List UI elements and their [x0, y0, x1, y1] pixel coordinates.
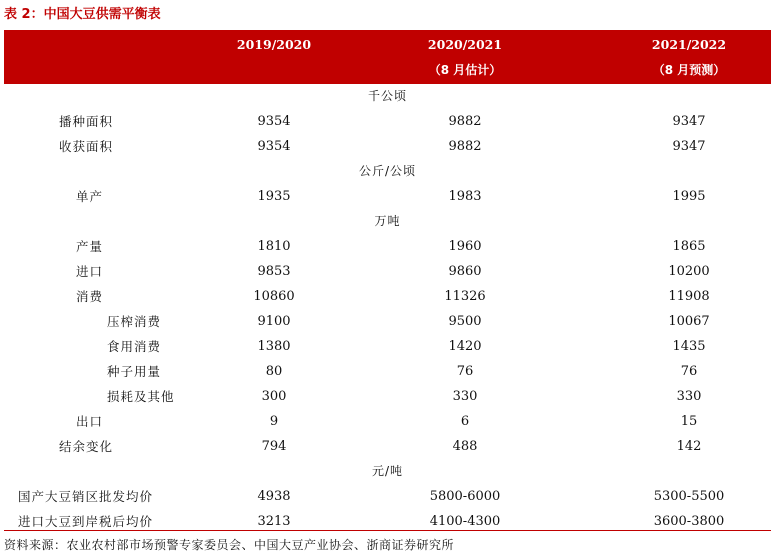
table-row	[4, 309, 771, 334]
value-cell: 9347	[672, 114, 706, 129]
value-cell: 9860	[448, 264, 482, 279]
value-cell: 10860	[253, 289, 295, 304]
table-row	[4, 109, 771, 134]
value-cell: 4938	[257, 489, 291, 504]
value-cell: 3600-3800	[653, 514, 725, 529]
row-label: 出口	[76, 414, 104, 429]
row-label: 消费	[76, 289, 104, 304]
value-cell: 5300-5500	[653, 489, 725, 504]
header-col-2020-2021-note: （8 月估计）	[428, 63, 502, 77]
table-row	[4, 184, 771, 209]
value-cell: 9354	[257, 114, 291, 129]
value-cell: 4100-4300	[429, 514, 501, 529]
value-cell: 9347	[672, 139, 706, 154]
value-cell: 11326	[444, 289, 486, 304]
value-cell: 9100	[257, 314, 291, 329]
row-label: 产量	[76, 239, 104, 254]
value-cell: 1995	[672, 189, 706, 204]
value-cell: 9882	[448, 139, 482, 154]
value-cell: 1865	[672, 239, 706, 254]
table-row	[4, 384, 771, 409]
value-cell: 80	[265, 364, 283, 379]
header-col-2019-2020-year: 2019/2020	[236, 37, 312, 52]
row-label: 种子用量	[107, 364, 162, 379]
value-cell: 3213	[257, 514, 291, 529]
value-cell: 10200	[668, 264, 710, 279]
unit-label: 千公顷	[367, 89, 407, 103]
table-caption	[4, 4, 161, 26]
row-label: 国产大豆销区批发均价	[18, 489, 154, 504]
value-cell: 300	[261, 389, 287, 404]
unit-label: 公斤/公顷	[358, 164, 417, 178]
header-col-2020-2021	[365, 30, 565, 84]
table-row	[4, 359, 771, 384]
value-cell: 1960	[448, 239, 482, 254]
value-cell: 6	[460, 414, 470, 429]
value-cell: 330	[452, 389, 478, 404]
table-row	[4, 409, 771, 434]
row-label: 进口	[76, 264, 104, 279]
header-col-2021-2022-year: 2021/2022	[651, 37, 727, 52]
value-cell: 1380	[257, 339, 291, 354]
table-row	[4, 259, 771, 284]
unit-row	[4, 459, 771, 484]
value-cell: 9882	[448, 114, 482, 129]
header-col-2021-2022-note: （8 月预测）	[652, 63, 726, 77]
bottom-rule	[4, 530, 771, 531]
value-cell: 5800-6000	[429, 489, 501, 504]
row-label: 食用消费	[107, 339, 162, 354]
header-col-2019-2020	[174, 30, 374, 84]
table-row	[4, 234, 771, 259]
row-label: 结余变化	[59, 439, 114, 454]
value-cell: 1810	[257, 239, 291, 254]
value-cell: 11908	[668, 289, 710, 304]
value-cell: 1935	[257, 189, 291, 204]
unit-row	[4, 159, 771, 184]
value-cell: 330	[676, 389, 702, 404]
table-row	[4, 484, 771, 509]
value-cell: 9853	[257, 264, 291, 279]
row-label: 进口大豆到岸税后均价	[18, 514, 154, 529]
header-col-2021-2022	[589, 30, 771, 84]
value-cell: 9500	[448, 314, 482, 329]
value-cell: 9	[269, 414, 279, 429]
value-cell: 142	[676, 439, 702, 454]
row-label: 播种面积	[59, 114, 114, 129]
value-cell: 488	[452, 439, 478, 454]
header-col-2020-2021-year: 2020/2021	[427, 37, 503, 52]
value-cell: 1983	[448, 189, 482, 204]
value-cell: 9354	[257, 139, 291, 154]
value-cell: 76	[456, 364, 474, 379]
caption-title: 中国大豆供需平衡表	[43, 7, 161, 22]
row-label: 收获面积	[59, 139, 114, 154]
table-row	[4, 334, 771, 359]
value-cell: 1435	[672, 339, 706, 354]
value-cell: 10067	[668, 314, 710, 329]
source-note: 资料来源：农业农村部市场预警专家委员会、中国大豆产业协会、浙商证券研究所	[4, 538, 455, 552]
value-cell: 1420	[448, 339, 482, 354]
value-cell: 794	[261, 439, 287, 454]
unit-label: 元/吨	[371, 464, 404, 478]
table-row	[4, 134, 771, 159]
value-cell: 76	[680, 364, 698, 379]
row-label: 损耗及其他	[107, 389, 175, 404]
unit-label: 万吨	[374, 214, 401, 228]
row-label: 压榨消费	[107, 314, 162, 329]
table-header	[4, 30, 771, 84]
unit-row	[4, 84, 771, 109]
row-label: 单产	[76, 189, 104, 204]
value-cell: 15	[680, 414, 698, 429]
caption-label: 表 2：	[4, 7, 44, 22]
table-row	[4, 434, 771, 459]
unit-row	[4, 209, 771, 234]
table-row	[4, 284, 771, 309]
